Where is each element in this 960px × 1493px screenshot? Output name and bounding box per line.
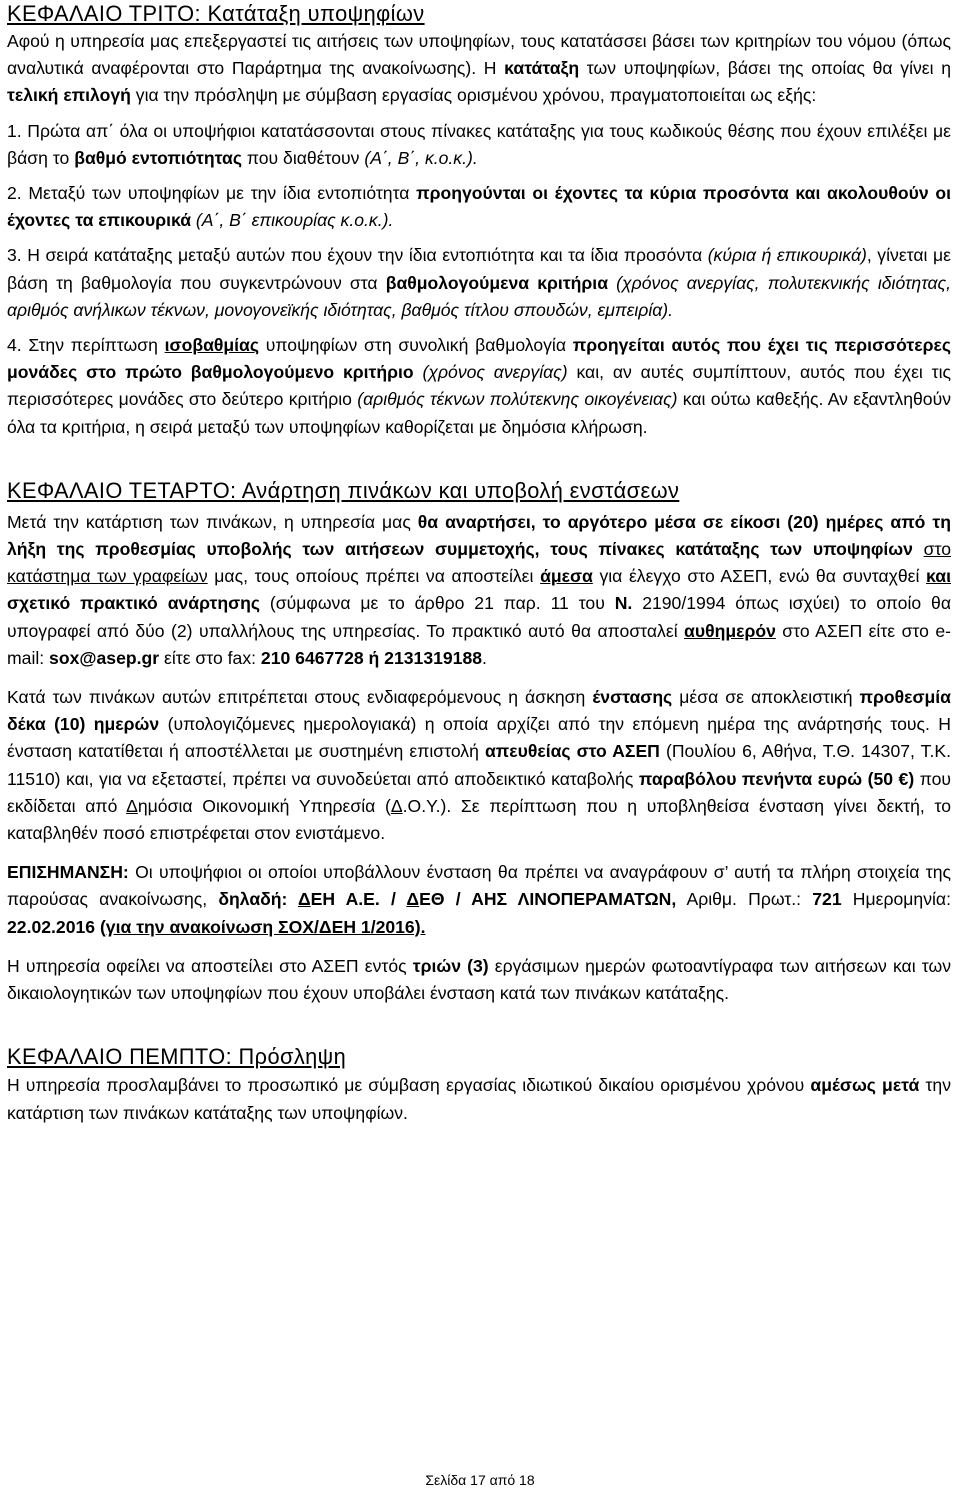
objection-paragraph: Κατά των πινάκων αυτών επιτρέπεται στους ενδιαφερόμενους η άσκηση ένστασης μέσα σε αποκλειστική προθεσμία δέκα (10) ημερών (υπολογιζόμενες ημερολογιακά) η οποία αρχίζει από την επόμενη ημέρα της ανάρτησής τους. Η ένσταση κατατίθεται ή αποστέλλεται με συστημένη επιστολή απευθείας στο ΑΣΕΠ (Πουλίου 6, Αθήνα, Τ.Θ. 14307, Τ.Κ. 11510) και, για να εξεταστεί, πρέπει να συνοδεύεται από αποδεικτικό καταβολής παραβόλου πενήντα ευρώ (50 €) που εκδίδεται από Δημόσια Οικονομική Υπηρεσία (Δ.Ο.Υ.). Σε περίπτωση που η υποβληθείσα ένσταση γίνει δεκτή, το καταβληθέν ποσό επιστρέφεται στον ενιστάμενο. <box>7 687 951 844</box>
asep-email: sox@asep.gr <box>49 647 160 668</box>
forwarding-paragraph: Η υπηρεσία οφείλει να αποστείλει στο ΑΣΕΠ εντός τριών (3) εργάσιμων ημερών φωτοαντίγραφα των αιτήσεων και των δικαιολογητικών των υποψηφίων που έχουν υποβάλει ένσταση κατά των πινάκων κατάταξης. <box>7 955 951 1004</box>
notice-paragraph: ΕΠΙΣΗΜΑΝΣΗ: Οι υποψήφιοι οι οποίοι υποβάλλουν ένσταση θα πρέπει να αναγράφουν σ’ αυτή τα πλήρη στοιχεία της παρούσας ανακοίνωσης, δηλαδή: ΔΕΗ Α.Ε. / ΔΕΘ / ΑΗΣ ΛΙΝΟΠΕΡΑΜΑΤΩΝ, Αριθμ. Πρωτ.: 721 Ημερομηνία: 22.02.2016 (για την ανακοίνωση ΣΟΧ/ΔΕΗ 1/2016). <box>7 862 951 937</box>
hiring-paragraph: Η υπηρεσία προσλαμβάνει το προσωπικό με σύμβαση εργασίας ιδιωτικού δικαίου ορισμένου χρόνου αμέσως μετά την κατάρτιση των πινάκων κατάταξης των υποψηφίων. <box>7 1075 951 1123</box>
chapter-5-heading: ΚΕΦΑΛΑΙΟ ΠΕΜΠΤΟ: Πρόσληψη <box>7 1044 347 1070</box>
page-number: Σελίδα 17 από 18 <box>425 1472 535 1488</box>
rank-rule-4: 4. Στην περίπτωση ισοβαθμίας υποψηφίων στη συνολική βαθμολογία προηγείται αυτός που έχει τις περισσότερες μονάδες στο πρώτο βαθμολογούμενο κριτήριο (χρόνος ανεργίας) και, αν αυτές συμπίπτουν, αυτός που έχει τις περισσότερες μονάδες στο δεύτερο κριτήριο (αριθμός τέκνων πολύτεκνης οικογένειας) και ούτω καθεξής. Αν εξαντληθούν όλα τα κριτήρια, η σειρά μεταξύ των υποψηφίων καθορίζεται με δημόσια κλήρωση. <box>7 335 951 437</box>
rank-rule-1: 1. Πρώτα απ΄ όλα οι υποψήφιοι κατατάσσονται στους πίνακες κατάταξης για τους κωδικούς θέσης που έχουν επιλέξει με βάση το βαθμό εντοπιότητας που διαθέτουν (Α΄, Β΄, κ.ο.κ.). <box>7 120 951 168</box>
rank-rule-3: 3. Η σειρά κατάταξης μεταξύ αυτών που έχουν την ίδια εντοπιότητα και τα ίδια προσόντα (κύρια ή επικουρικά), γίνεται με βάση τη βαθμολογία που συγκεντρώνουν στα βαθμολογούμενα κριτήρια (χρόνος ανεργίας, πολυτεκνικής ιδιότητας, αριθμός ανήλικων τέκνων, μονογονεϊκής ιδιότητας, βαθμός τίτλου σπουδών, εμπειρία). <box>7 245 951 320</box>
rank-rule-2: 2. Μεταξύ των υποψηφίων με την ίδια εντοπιότητα προηγούνται οι έχοντες τα κύρια προσόντα και ακολουθούν οι έχοντες τα επικουρικά (Α΄, Β΄ επικουρίας κ.ο.κ.). <box>7 183 951 231</box>
chapter-4-heading: ΚΕΦΑΛΑΙΟ ΤΕΤΑΡΤΟ: Ανάρτηση πινάκων και υποβολή ενστάσεων <box>7 477 680 503</box>
asep-fax: 210 6467728 ή 2131319188 <box>260 647 483 668</box>
publication-paragraph: Μετά την κατάρτιση των πινάκων, η υπηρεσία μας θα αναρτήσει, το αργότερο μέσα σε είκοσι (20) ημέρες από τη λήξη της προθεσμίας υποβολής των αιτήσεων συμμετοχής, τους πίνακες κατάταξης των υποψηφίων στο κατάστημα των γραφείων μας, τους οποίους πρέπει να αποστείλει άμεσα για έλεγχο στο ΑΣΕΠ, ενώ θα συνταχθεί και σχετικό πρακτικό ανάρτησης (σύμφωνα με το άρθρο 21 παρ. 11 του Ν. 2190/1994 όπως ισχύει) το οποίο θα υπογραφεί από δύο (2) υπαλλήλους της υπηρεσίας. Το πρακτικό αυτό θα αποσταλεί αυθημερόν στο ΑΣΕΠ είτε στο e-mail: sox@asep.gr είτε στο fax: 210 6467728 ή 2131319188. <box>7 511 952 668</box>
chapter-3-intro: Αφού η υπηρεσία μας επεξεργαστεί τις αιτήσεις των υποψηφίων, τους κατατάσσει βάσει των κριτηρίων του νόμου (όπως αναλυτικά αναφέρονται στο Παράρτημα της ανακοίνωσης). Η κατάταξη των υποψηφίων, βάσει της οποίας θα γίνει η τελική επιλογή για την πρόσληψη με σύμβαση εργασίας ορισμένου χρόνου, πραγματοποιείται ως εξής: <box>7 31 951 106</box>
chapter-3-heading: ΚΕΦΑΛΑΙΟ ΤΡΙΤΟ: Κατάταξη υποψηφίων <box>7 1 425 26</box>
